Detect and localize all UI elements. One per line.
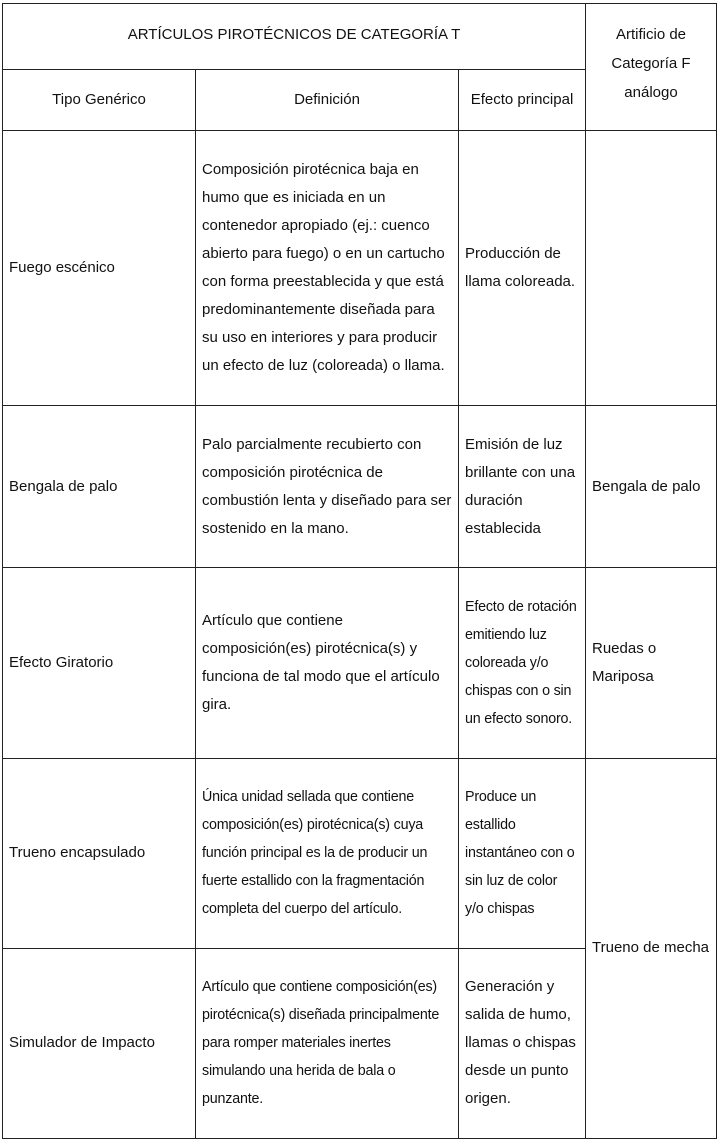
row-type-fuego-escenico: Fuego escénico [3, 131, 196, 406]
row-category-f [586, 131, 717, 406]
column-header-definition: Definición [196, 70, 459, 131]
row-type-simulador: Simulador de Impacto [3, 948, 196, 1138]
table-row [3, 568, 717, 758]
row-definition: Artículo que contiene composición(es) pirotécnica(s) y funciona de tal modo que el artículo gira. [196, 568, 459, 758]
row-effect: Producción de llama coloreada. [459, 131, 586, 406]
table-row [3, 758, 717, 948]
table-row [3, 406, 717, 568]
row-effect: Generación y salida de humo, llamas o chispas desde un punto origen. [459, 948, 586, 1138]
row-type-bengala: Bengala de palo [3, 406, 196, 568]
column-header-type: Tipo Genérico [3, 70, 196, 131]
row-definition: Artículo que contiene composición(es) pirotécnica(s) diseñada principalmente para romper materiales inertes simulando una herida de bala o punzante. [196, 948, 459, 1138]
row-category-f: Bengala de palo [586, 406, 717, 568]
row-type-efecto-giratorio: Efecto Giratorio [3, 568, 196, 758]
row-type-trueno: Trueno encapsulado [3, 758, 196, 948]
table-title: ARTÍCULOS PIROTÉCNICOS DE CATEGORÍA T [3, 4, 586, 70]
row-definition: Composición pirotécnica baja en humo que es iniciada en un contenedor apropiado (ej.: cuenco abierto para fuego) o en un cartucho con forma preestablecida y que está predominantemente diseñada para su uso en interiores y para producir un efecto de luz (coloreada) o llama. [196, 131, 459, 406]
row-definition: Única unidad sellada que contiene composición(es) pirotécnica(s) cuya función principal es la de producir un fuerte estallido con la fragmentación completa del cuerpo del artículo. [196, 758, 459, 948]
row-category-f: Ruedas o Mariposa [586, 568, 717, 758]
pyrotechnics-table [2, 3, 717, 1139]
category-f-header: Artificio de Categoría F análogo [586, 4, 717, 131]
column-header-effect: Efecto principal [459, 70, 586, 131]
row-category-f: Trueno de mecha [586, 758, 717, 1138]
row-effect: Efecto de rotación emitiendo luz coloreada y/o chispas con o sin un efecto sonoro. [459, 568, 586, 758]
row-definition: Palo parcialmente recubierto con composición pirotécnica de combustión lenta y diseñado para ser sostenido en la mano. [196, 406, 459, 568]
row-effect: Emisión de luz brillante con una duración establecida [459, 406, 586, 568]
table-row [3, 131, 717, 406]
row-effect: Produce un estallido instantáneo con o sin luz de color y/o chispas [459, 758, 586, 948]
